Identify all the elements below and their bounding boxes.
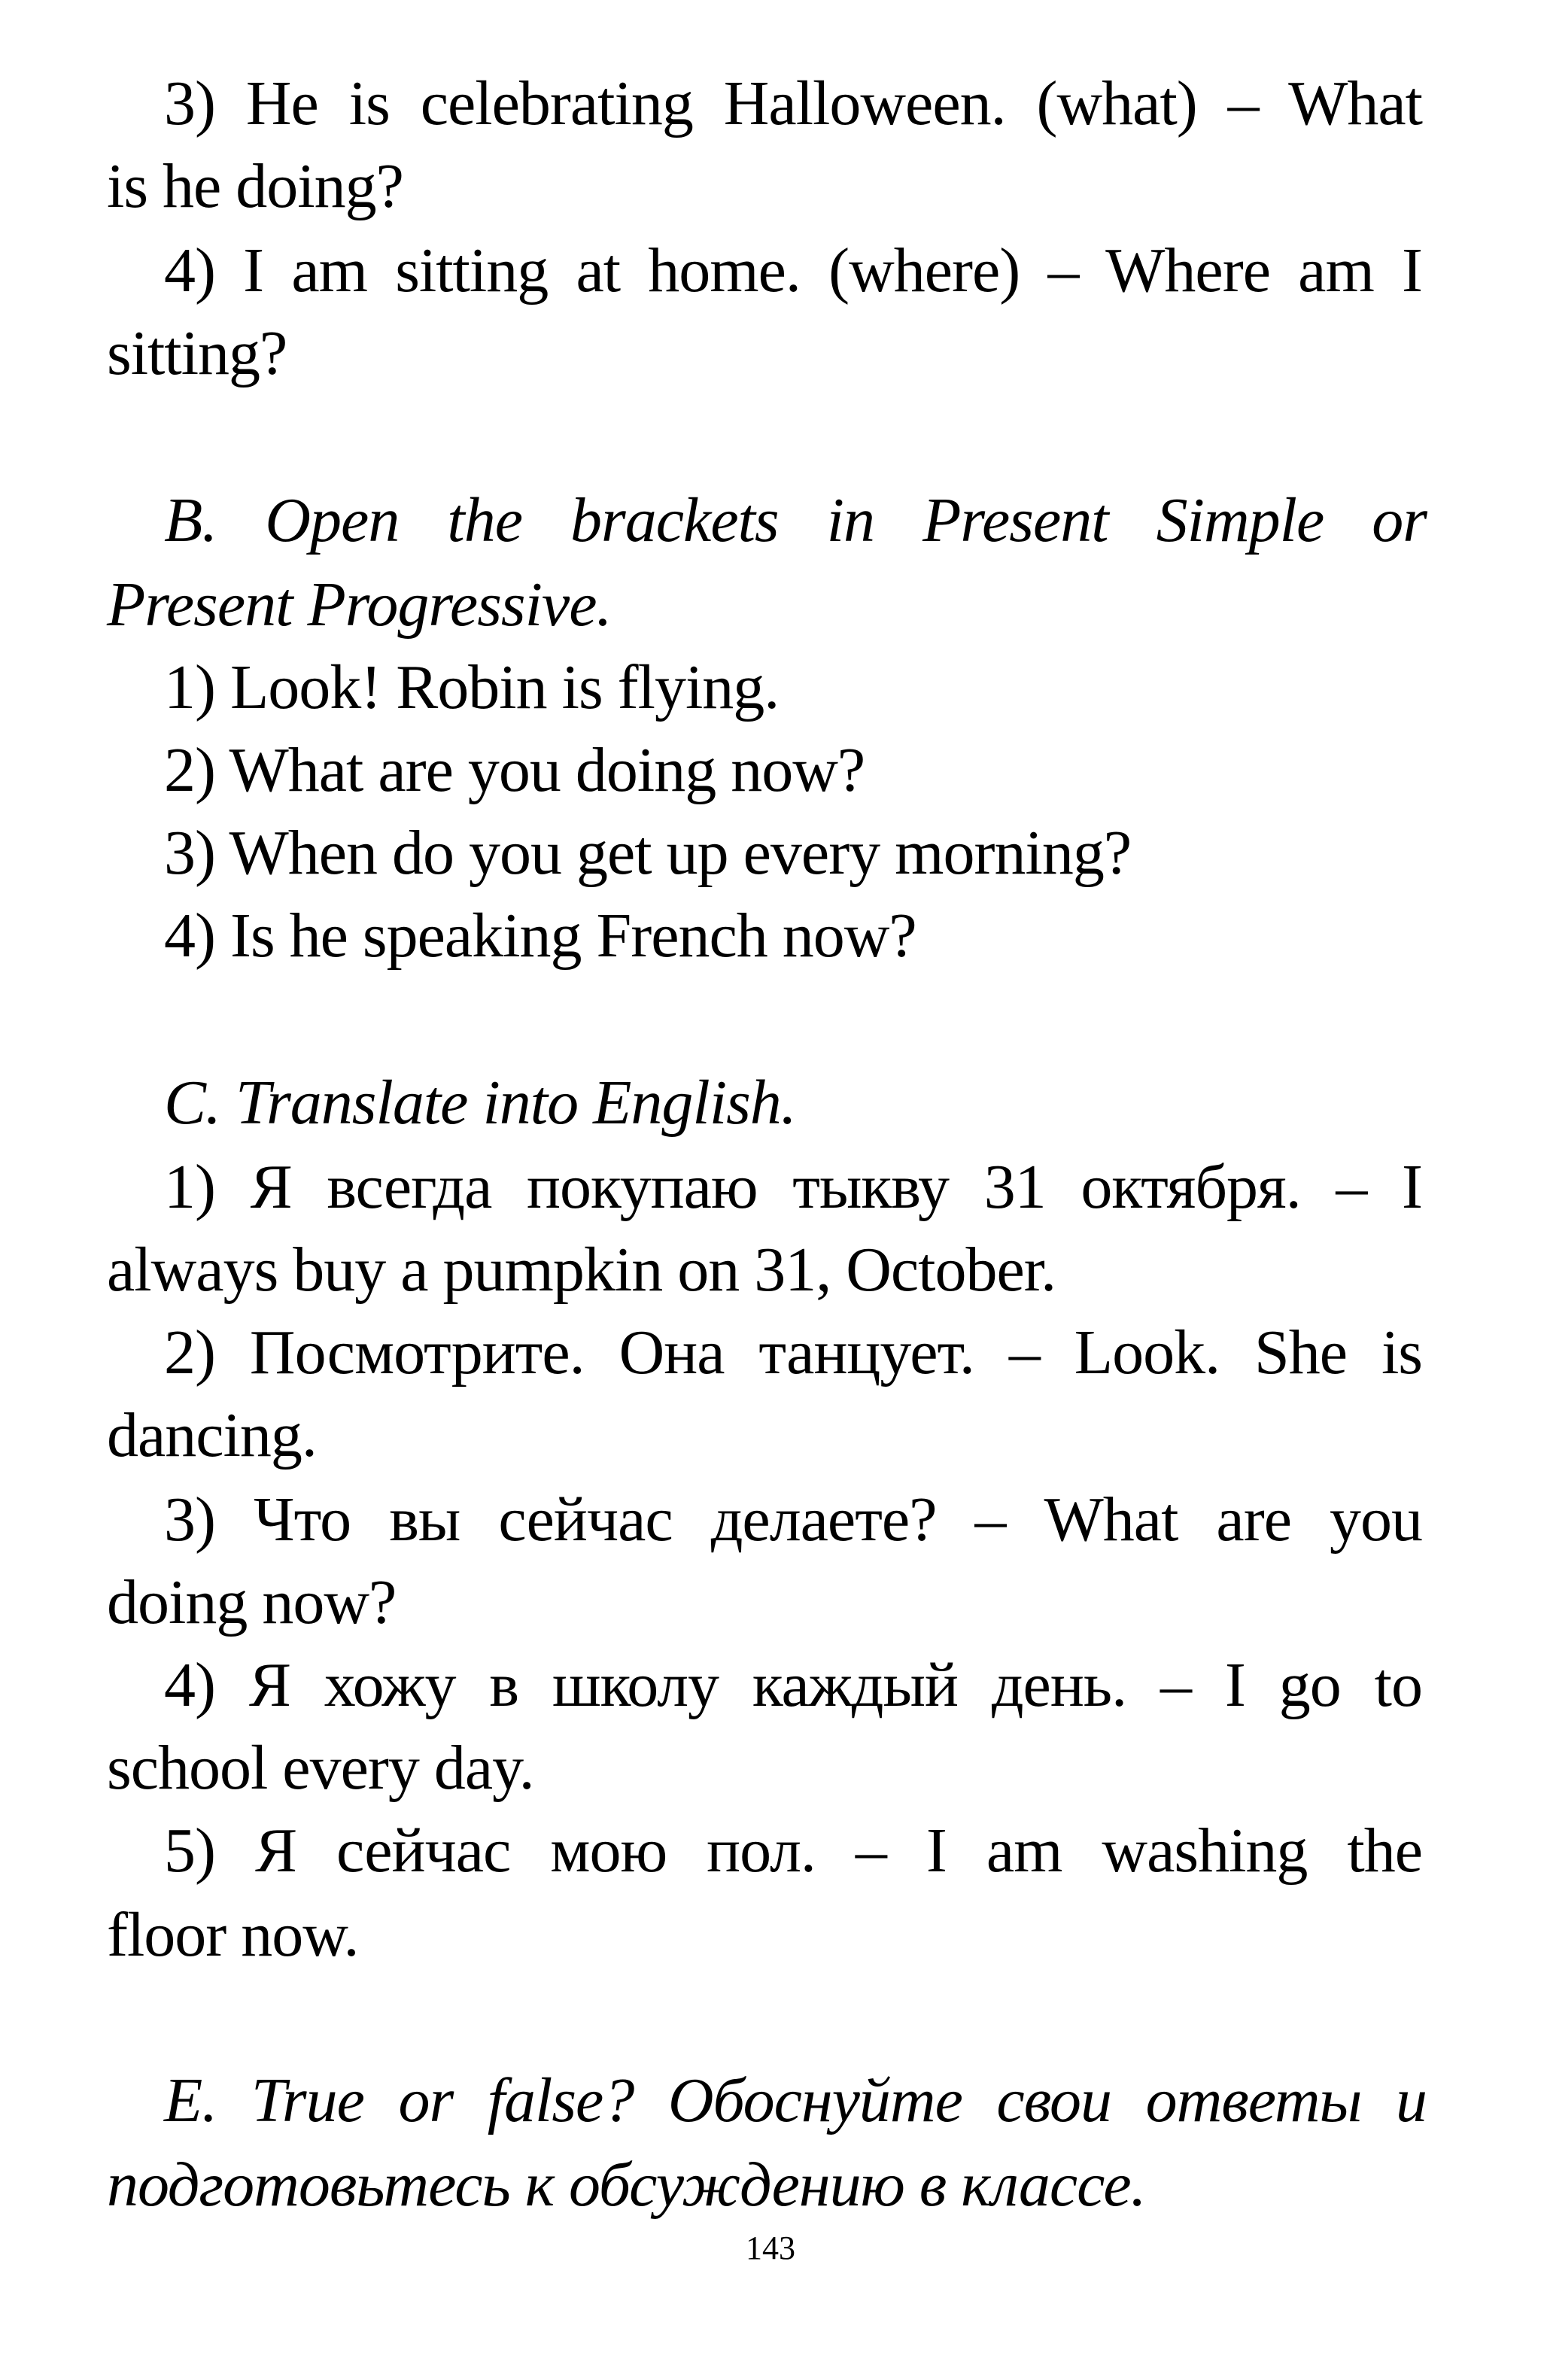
section-a-item-4-line-2: sitting?	[107, 318, 287, 388]
section-b-item: 3) When do you get up every morning?	[164, 818, 1132, 888]
section-c-heading: C. Translate into English.	[164, 1068, 796, 1138]
section-c-item-5-line-1: 5) Я сейчас мою пол. – I am washing the	[164, 1816, 1422, 1886]
section-c-item-2-line-1: 2) Посмотрите. Она танцует. – Look. She is	[164, 1318, 1422, 1388]
section-b-item: 4) Is he speaking French now?	[164, 901, 916, 971]
section-b-heading-line-2: Present Progressive.	[107, 570, 612, 640]
section-c-item-4-line-1: 4) Я хожу в школу каждый день. – I go to	[164, 1650, 1422, 1720]
section-e-heading-line-2: подготовьтесь к обсуждению в классе.	[107, 2150, 1146, 2220]
section-a-item-4-line-1: 4) I am sitting at home. (where) – Where am I	[164, 236, 1422, 305]
section-c-item-1-line-1: 1) Я всегда покупаю тыкву 31 октября. – I	[164, 1152, 1422, 1222]
section-e-heading-line-1: E. True or false? Обоснуйте свои ответы и	[164, 2065, 1427, 2135]
section-b-item: 1) Look! Robin is flying.	[164, 652, 780, 722]
section-a-item-3-line-2: is he doing?	[107, 151, 403, 221]
page-number: 143	[746, 2230, 795, 2266]
section-a-item-3-line-1: 3) He is celebrating Halloween. (what) – What	[164, 68, 1422, 138]
section-c-item-5-line-2: floor now.	[107, 1900, 359, 1970]
section-c-item-3-line-2: doing now?	[107, 1567, 397, 1637]
section-c-item-1-line-2: always buy a pumpkin on 31, October.	[107, 1235, 1056, 1305]
section-b-heading-line-1: B. Open the brackets in Present Simple or	[164, 485, 1427, 555]
section-c-item-2-line-2: dancing.	[107, 1400, 317, 1470]
section-b-item: 2) What are you doing now?	[164, 735, 865, 805]
section-c-item-4-line-2: school every day.	[107, 1733, 534, 1803]
section-c-item-3-line-1: 3) Что вы сейчас делаете? – What are you	[164, 1485, 1422, 1555]
